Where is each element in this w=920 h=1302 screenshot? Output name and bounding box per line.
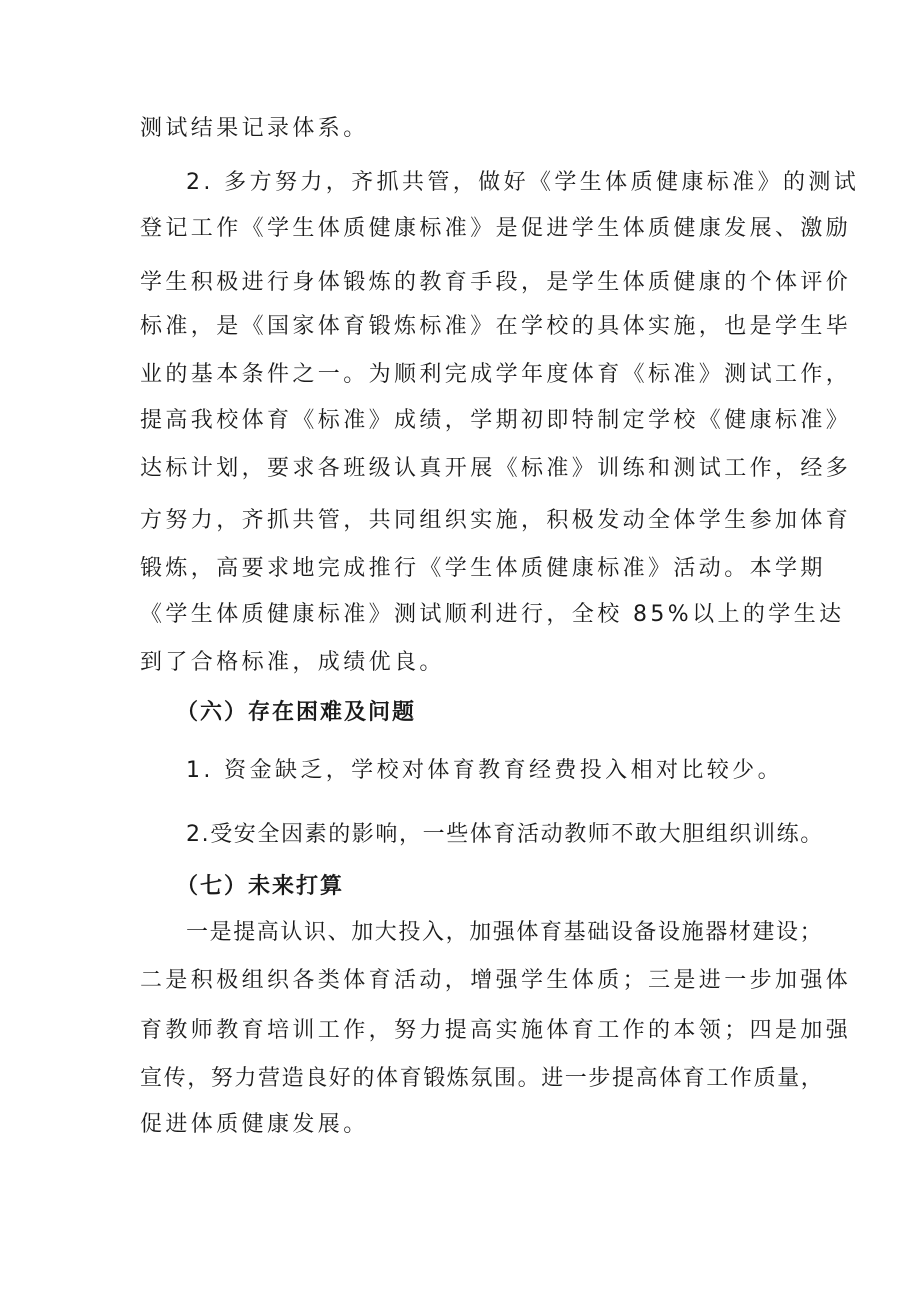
paragraph-line: 业的基本条件之一。为顺利完成学年度体育《标准》测试工作， <box>140 362 852 387</box>
paragraph-line: 提高我校体育《标准》成绩，学期初即特制定学校《健康标准》 <box>140 408 852 433</box>
list-item: 2.受安全因素的影响，一些体育活动教师不敢大胆组织训练。 <box>186 822 824 847</box>
paragraph-line: 育教师教育培训工作，努力提高实施体育工作的本领；四是加强 <box>140 1018 852 1043</box>
paragraph-line: 登记工作《学生体质健康标准》是促进学生体质健康发展、激励 <box>140 216 852 241</box>
paragraph-line: 达标计划，要求各班级认真开展《标准》训练和测试工作，经多 <box>140 456 852 481</box>
paragraph-line: 一是提高认识、加大投入，加强体育基础设备设施器材建设； <box>186 920 824 945</box>
list-item: 1. 资金缺乏，学校对体育教育经费投入相对比较少。 <box>186 758 783 783</box>
section-heading: （六）存在困难及问题 <box>176 700 417 725</box>
paragraph-line: 测试结果记录体系。 <box>140 116 369 141</box>
paragraph-line: 宣传，努力营造良好的体育锻炼氛围。进一步提高体育工作质量， <box>140 1066 825 1091</box>
paragraph-line: 方努力，齐抓共管，共同组织实施，积极发动全体学生参加体育 <box>140 508 852 533</box>
paragraph-line: 到了合格标准，成绩优良。 <box>140 650 445 675</box>
paragraph-line: 2. 多方努力，齐抓共管，做好《学生体质健康标准》的测试 <box>186 170 860 195</box>
paragraph-line: 锻炼，高要求地完成推行《学生体质健康标准》活动。本学期 <box>140 556 826 581</box>
section-heading: （七）未来打算 <box>176 874 345 899</box>
paragraph-line: 《学生体质健康标准》测试顺利进行，全校 85%以上的学生达 <box>140 602 845 627</box>
paragraph-line: 标准，是《国家体育锻炼标准》在学校的具体实施，也是学生毕 <box>140 314 852 339</box>
paragraph-line: 二是积极组织各类体育活动，增强学生体质；三是进一步加强体 <box>140 968 852 993</box>
paragraph-line: 促进体质健康发展。 <box>140 1112 369 1137</box>
paragraph-line: 学生积极进行身体锻炼的教育手段，是学生体质健康的个体评价 <box>140 270 852 295</box>
